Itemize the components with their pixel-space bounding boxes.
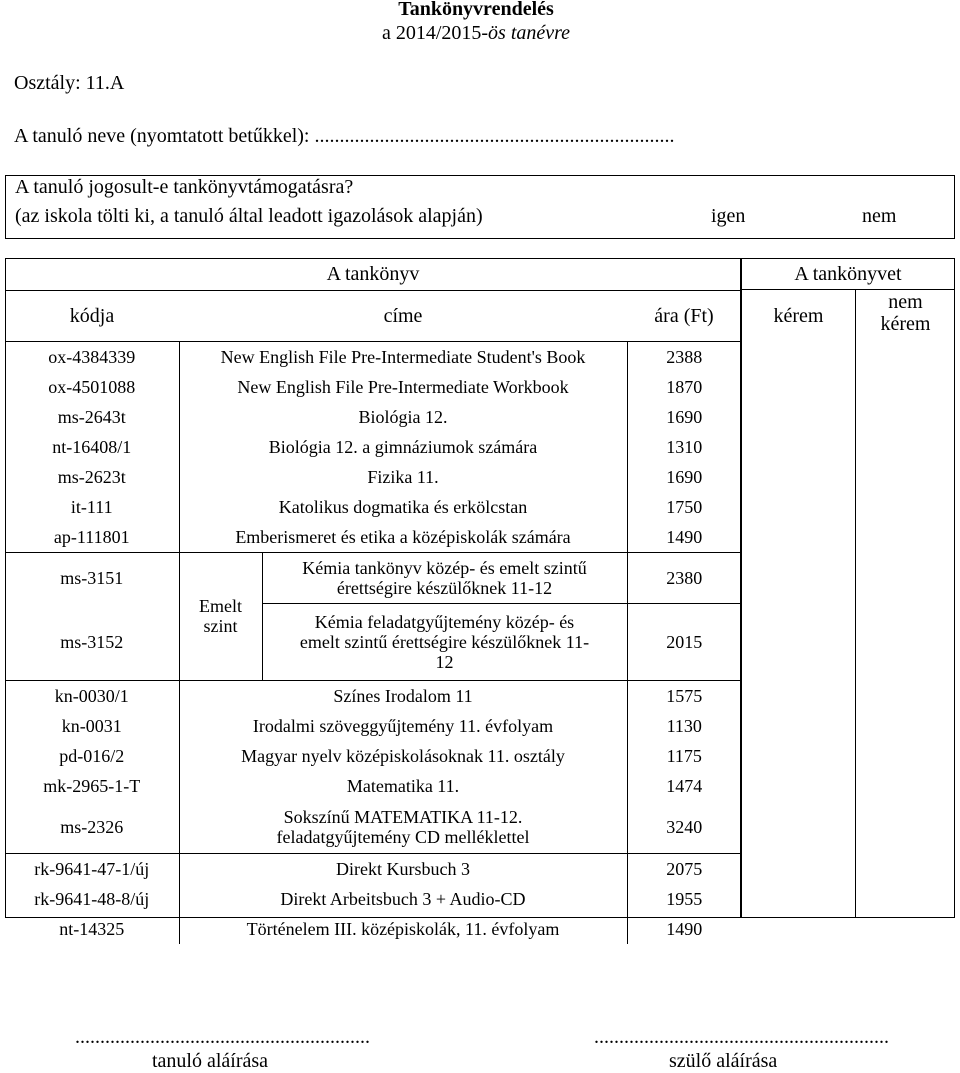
table-row (5, 372, 741, 402)
table-row-title: Katolikus dogmatika és erkölcstan (278, 497, 528, 517)
table-row-code: ms-3151 (5, 553, 179, 604)
order-header: A tankönyvet (741, 258, 955, 290)
table-row-title: Biológia 12. (358, 407, 448, 427)
table-row-title (262, 553, 627, 604)
table-row-code: ms-2326 (5, 801, 179, 854)
table-row-code: pd-016/2 (5, 741, 179, 771)
szint-label: szint (203, 616, 238, 637)
col-title-header: címe (383, 305, 423, 327)
order-no-label-line2: kérem (880, 313, 931, 335)
table-row (5, 914, 741, 944)
table-row (5, 522, 741, 553)
table-row-title (262, 604, 627, 681)
table-row (5, 492, 741, 522)
table-row (5, 741, 741, 771)
table-row (5, 462, 741, 492)
table-row-title: Történelem III. középiskolák, 11. évfolyam (246, 918, 560, 939)
table-row-title: Színes Irodalom 11 (333, 685, 473, 706)
table-row-code: ms-2623t (5, 462, 179, 492)
table-row (5, 680, 741, 711)
title-line: érettségire készülőknek 11-12 (336, 578, 553, 598)
col-code-header: kódja (69, 305, 115, 327)
table-row (5, 884, 741, 914)
table-row-code: ap-111801 (5, 522, 179, 553)
table-row (5, 402, 741, 432)
title-line: emelt szintű érettségire készülőknek 11- (299, 631, 590, 652)
table-row-title (179, 801, 627, 854)
table-row-price: 1490 (627, 522, 741, 553)
table-row-code: rk-9641-47-1/új (5, 853, 179, 884)
table-row (5, 342, 741, 373)
table-row-price: 2015 (627, 604, 741, 681)
parent-signature-line[interactable]: ........................................................... (594, 1026, 889, 1048)
col-price-header: ára (Ft) (654, 305, 714, 327)
parent-signature-label: szülő aláírása (669, 1050, 778, 1072)
table-row-price: 1175 (627, 741, 741, 771)
title-line: feladatgyűjtemény CD melléklettel (276, 826, 530, 847)
table-row-price: 1490 (627, 914, 741, 944)
table-row-title: Magyar nyelv középiskolásoknak 11. osztály (241, 745, 565, 766)
student-signature-line[interactable]: ........................................................... (75, 1026, 370, 1048)
table-row-title: New English File Pre-Intermediate Student's Book (179, 342, 627, 373)
school-year-subtitle (0, 22, 952, 45)
table-row-code: ox-4384339 (5, 342, 179, 373)
title-line: Kémia feladatgyűjtemény közép- és (314, 611, 575, 632)
table-row-title: Direkt Kursbuch 3 (336, 858, 470, 879)
title-line: 12 (435, 651, 454, 672)
table-row-code: kn-0030/1 (5, 680, 179, 711)
table-row (5, 853, 741, 884)
subtitle-prefix: a 2014/2015 (381, 22, 482, 44)
table-row-code: ms-2643t (5, 402, 179, 432)
book-group-header: A tankönyv (5, 258, 741, 291)
support-yes-option[interactable]: igen (711, 205, 746, 227)
table-row-price: 2075 (627, 853, 741, 884)
table-row-code: rk-9641-48-8/új (5, 884, 179, 914)
support-eligibility-box (5, 175, 955, 239)
table-row-price: 1130 (627, 711, 741, 741)
table-row-price: 1955 (627, 884, 741, 914)
table-row (5, 432, 741, 462)
table-row-code: nt-16408/1 (5, 432, 179, 462)
table-row-code: mk-2965-1-T (5, 771, 179, 801)
table-row-price: 1870 (627, 372, 741, 402)
table-row-price: 1575 (627, 680, 741, 711)
table-row-price: 2380 (627, 553, 741, 604)
order-yes-label: kérem (773, 305, 824, 327)
table-row-title: Direkt Arbeitsbuch 3 + Audio-CD (280, 888, 526, 909)
table-row-price: 1310 (627, 432, 741, 462)
book-table (5, 258, 741, 944)
table-row (5, 771, 741, 801)
student-name-line[interactable]: A tanuló neve (nyomtatott betűkkel): ........................................................................ (14, 125, 675, 147)
emelt-szint-cell (179, 553, 262, 681)
subtitle-italic: -ös tanévre (481, 22, 571, 44)
order-yes-column[interactable] (741, 290, 856, 918)
table-row-price: 1474 (627, 771, 741, 801)
table-row-title: Biológia 12. a gimnáziumok számára (268, 437, 538, 457)
table-row-code: it-111 (5, 492, 179, 522)
support-no-option[interactable]: nem (862, 205, 897, 227)
table-row-price: 2388 (627, 342, 741, 373)
table-row-title: New English File Pre-Intermediate Workbook (237, 377, 569, 397)
page-title: Tankönyvrendelés (398, 0, 554, 20)
table-row-price: 1690 (627, 402, 741, 432)
emelt-label: Emelt (199, 596, 242, 617)
table-row-title: Emberismeret és etika a középiskolák számára (235, 527, 571, 547)
title-line: Sokszínű MATEMATIKA 11-12. (283, 806, 523, 827)
support-note: (az iskola tölti ki, a tanuló által leadott igazolások alapján) (15, 205, 483, 227)
table-row-price: 1750 (627, 492, 741, 522)
student-signature-label: tanuló aláírása (152, 1050, 269, 1072)
table-row-code: ms-3152 (5, 604, 179, 681)
table-row-price: 1690 (627, 462, 741, 492)
table-row-title: Fizika 11. (367, 467, 439, 487)
order-no-label-line1: nem (888, 291, 923, 313)
table-row-title: Matematika 11. (346, 775, 460, 796)
table-row-price: 3240 (627, 801, 741, 854)
support-question: A tanuló jogosult-e tankönyvtámogatásra? (15, 176, 354, 198)
table-row-code: ox-4501088 (5, 372, 179, 402)
table-row-title: Irodalmi szöveggyűjtemény 11. évfolyam (252, 715, 554, 736)
class-line: Osztály: 11.A (14, 72, 125, 94)
order-no-label (856, 291, 955, 335)
table-row (5, 711, 741, 741)
title-line: Kémia tankönyv közép- és emelt szintű (302, 558, 587, 578)
table-row-code: kn-0031 (5, 711, 179, 741)
table-row-code: nt-14325 (5, 914, 179, 944)
